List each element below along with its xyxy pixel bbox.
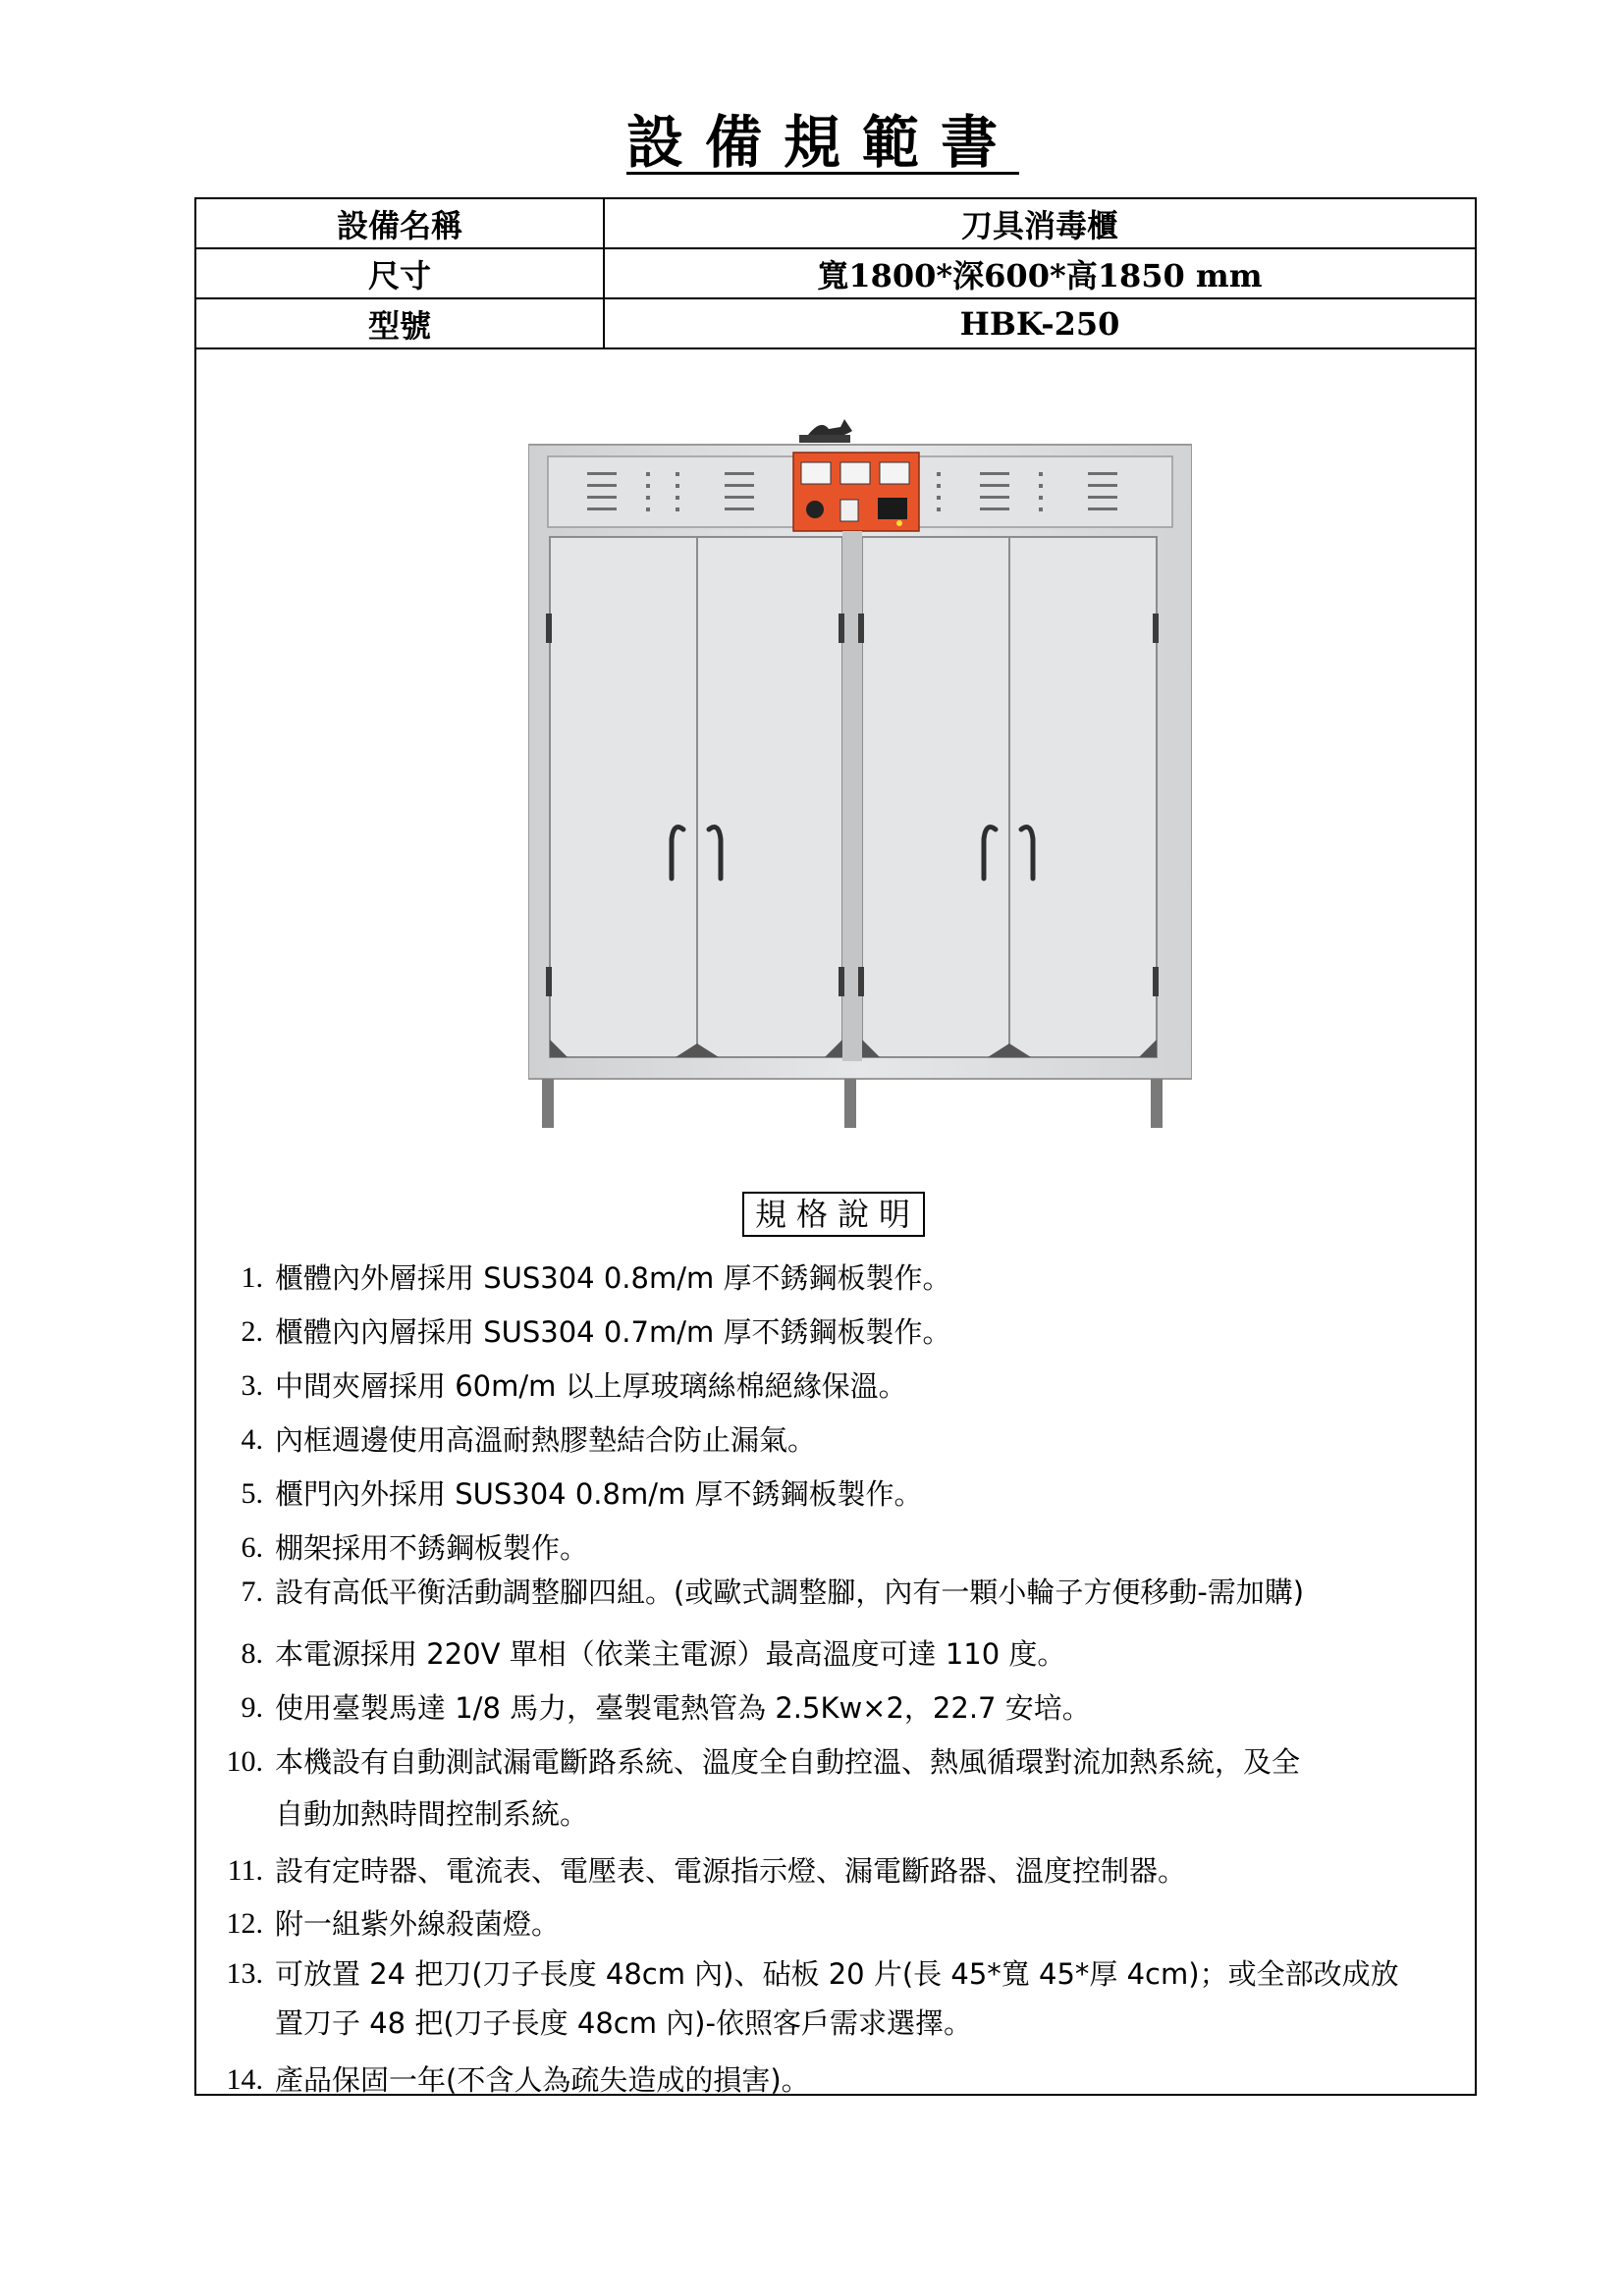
label-equipment-name: 設備名稱 xyxy=(196,199,604,248)
document-title: 設備規範書 xyxy=(625,109,1019,176)
value-model: HBK-250 xyxy=(604,298,1475,348)
table-row xyxy=(196,298,1475,348)
spec-frame: 設備名稱 刀具消毒櫃 尺寸 寬1800*深600*高1850 mm 型號 HBK-250 規格說明 1. 櫃體內外層採用 SUS304 0.8m/m 厚不銹鋼板製作。 2. 櫃體內內層採用 SUS304 0.7m/m 厚不銹鋼板製作。 3. 中間夾層採用 60m/m 以上厚玻璃絲棉絕緣保溫。 4. 內框週邊使用高溫耐熱膠墊結合防止漏氣。 5. 櫃門內外採用 SUS304 0.8m/m 厚不銹鋼板製作。 6. 棚架採用不銹鋼板製作。 7. 設有高低平衡活動調整腳四組。(或歐式調整腳，內有一顆小輪子方便移動-需加購) 8. 本電源採用 220V 單相（依業主電源）最高溫度可達 110 度。 9. 使用臺製馬達 1/8 馬力，臺製電熱管為 2.5Kw×2，22.7 安培。 10. 本機設有自動測試漏電斷路系統、溫度全自動控溫、熱風循環對流加熱系統，及全 自動加熱時間控制系統。 11. 設有定時器、電流表、電壓表、電源指示燈、漏電斷路器、溫度控制器。 12. 附一組紫外線殺菌燈。 13. 可放置 24 把刀(刀子長度 48cm 內)、砧板 20 片(長 45*寬 45*厚 4cm)；或全部改成放 置刀子 48 把(刀子長度 48cm 內)-依照客戶需求選擇。 14. 產品保固一年(不含人為疏失造成的損害)。 xyxy=(194,197,1477,2096)
cabinet-photo xyxy=(528,417,1192,1134)
value-dimensions: 寬1800*深600*高1850 mm xyxy=(604,248,1475,298)
label-model: 型號 xyxy=(196,298,604,348)
table-row xyxy=(196,248,1475,298)
table-row xyxy=(196,199,1475,248)
label-dimensions: 尺寸 xyxy=(196,248,604,298)
spec-heading: 規格說明 xyxy=(742,1192,925,1237)
value-equipment-name: 刀具消毒櫃 xyxy=(604,199,1475,248)
info-table xyxy=(196,199,1475,349)
